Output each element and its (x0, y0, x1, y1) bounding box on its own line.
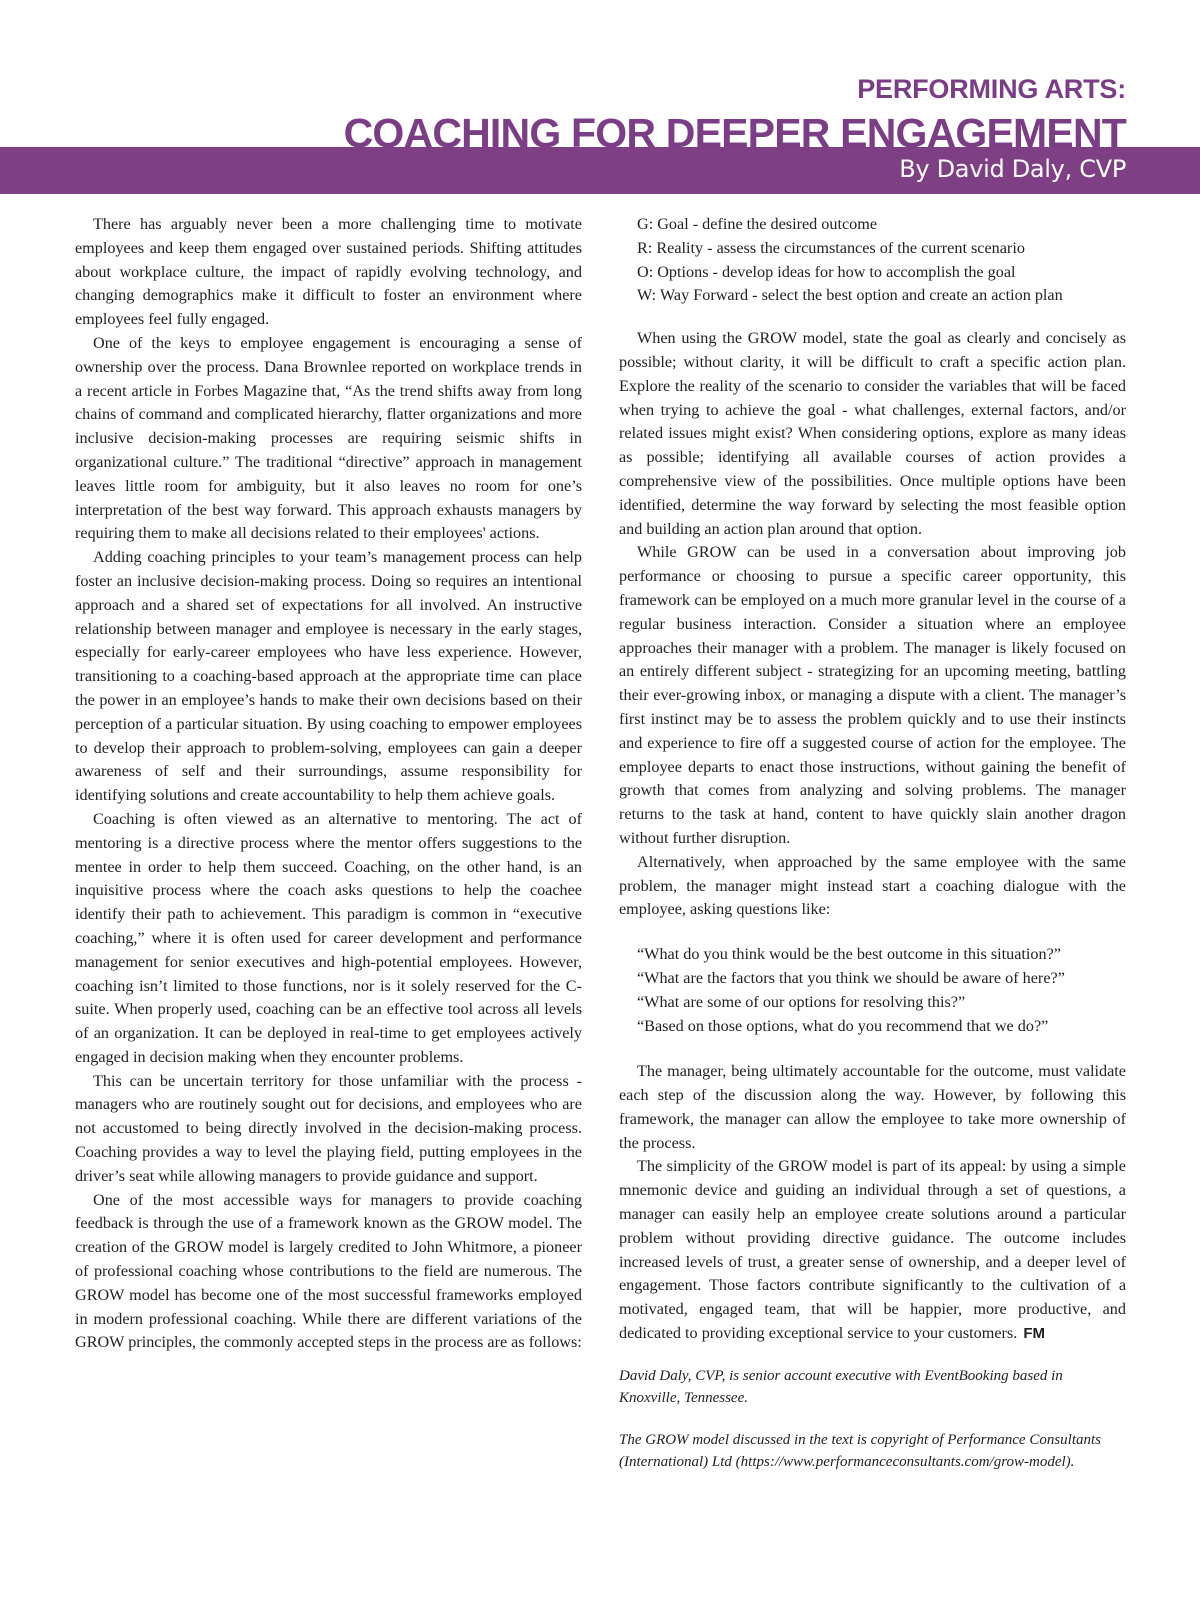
body-paragraph: Alternatively, when approached by the same employee with the same problem, the manager might instead start a coaching dialogue with the employee, asking questions like: (619, 852, 1126, 919)
right-column (619, 213, 1126, 1474)
coaching-questions-list (637, 943, 1126, 1038)
grow-steps-list (637, 213, 1126, 308)
body-paragraph: Coaching is often viewed as an alternative to mentoring. The act of mentoring is a directive process where the mentor offers suggestions to the mentee in order to help them succeed. Coaching, on the other hand, is an inquisitive process where the coach asks questions to help the coachee identify their path to achievement. This paradigm is common in “executive coaching,” where it is often used for career development and performance management for senior executives and high-potential employees. However, coaching isn’t limited to those functions, nor is it solely reserved for the C-suite. When properly used, coaching can be an effective tool across all levels of an organization. It can be deployed in real-time to get employees actively engaged in decision making when they encounter problems. (75, 809, 582, 1066)
body-paragraph: This can be uncertain territory for those unfamiliar with the process - managers who are routinely sought out for decisions, and employees who are not accustomed to being directly involved in the decision-making process. Coaching provides a way to level the playing field, putting employees in the driver’s seat while allowing managers to provide guidance and support. (75, 1071, 582, 1185)
copyright-note: The GROW model discussed in the text is copyright of Performance Consultants (International) Ltd (https://www.performanceconsultants.com/grow-model). (619, 1431, 1102, 1471)
article-byline: By David Daly, CVP (899, 155, 1126, 183)
coaching-question: “What are the factors that you think we should be aware of here?” (637, 968, 1065, 987)
grow-step: G: Goal - define the desired outcome (637, 215, 878, 233)
final-paragraph (619, 1155, 1126, 1345)
author-note: David Daly, CVP, is senior account executive with EventBooking based in Knoxville, Tennessee. (619, 1367, 1063, 1407)
grow-step: R: Reality - assess the circumstances of the current scenario (637, 238, 1025, 257)
body-paragraph: Adding coaching principles to your team’s management process can help foster an inclusive decision-making process. Doing so requires an intentional approach and a shared set of expectations for all involved. An instructive relationship between manager and employee is necessary in the early stages, especially for early-career employees who have less experience. However, transitioning to a coaching-based approach at the appropriate time can place the power in an employee’s hands to make their own decisions based on their perception of a particular situation. By using coaching to empower employees to develop their approach to problem-solving, employees can gain a deeper awareness of self and their surroundings, assume responsibility for identifying solutions and create accountability to help them achieve goals. (75, 548, 582, 805)
grow-step: O: Options - develop ideas for how to accomplish the goal (637, 262, 1016, 281)
body-paragraph: When using the GROW model, state the goal as clearly and concisely as possible; without clarity, it will be difficult to craft a specific action plan. Explore the reality of the scenario to consider the variables that will be faced when trying to achieve the goal - what challenges, external factors, and/or related issues might exist? When considering options, explore as many ideas as possible; identifying all available courses of action provides a comprehensive view of the possibilities. Once multiple options have been identified, determine the way forward by selecting the most feasible option and building an action plan around that option. (619, 329, 1126, 538)
coaching-question: “What are some of our options for resolving this?” (637, 992, 966, 1011)
final-paragraph-text: The simplicity of the GROW model is part of its appeal: by using a simple mnemonic device and guiding an individual through a set of questions, a manager can easily help an employee create solutions around a particular problem without providing directive guidance. The outcome includes increased levels of trust, a greater sense of ownership, and a deeper level of engagement. Those factors contribute significantly to the cultivation of a motivated, engaged team, that will be happier, more productive, and dedicated to providing exceptional service to your customers. (619, 1157, 1126, 1343)
body-paragraph: The manager, being ultimately accountable for the outcome, must validate each step of the discussion along the way. However, by following this framework, the manager can allow the employee to take more ownership of the process. (619, 1062, 1126, 1152)
body-paragraph: While GROW can be used in a conversation about improving job performance or choosing to pursue a specific career opportunity, this framework can be employed on a much more granular level in the course of a regular business interaction. Consider a situation where an employee approaches their manager with a problem. The manager is likely focused on an entirely different subject - strategizing for an upcoming meeting, battling their ever-growing inbox, or managing a dispute with a client. The manager’s first instinct may be to assess the problem quickly and to use their instincts and experience to fire off a suggested course of action for the employee. The employee departs to enact those instructions, without gaining the benefit of growth that comes from analyzing and solving problems. The manager returns to the task at hand, content to have quickly slain another dragon without further disruption. (619, 543, 1126, 847)
body-paragraph: One of the most accessible ways for managers to provide coaching feedback is through the use of a framework known as the GROW model. The creation of the GROW model is largely credited to John Whitmore, a pioneer of professional coaching whose contributions to the field are numerous. The GROW model has become one of the most successful frameworks employed in modern professional coaching. While there are different variations of the GROW principles, the commonly accepted steps in the process are as follows: (75, 1190, 582, 1352)
left-column (75, 213, 582, 1355)
coaching-question: “Based on those options, what do you recommend that we do?” (637, 1016, 1049, 1035)
coaching-question: “What do you think would be the best outcome in this situation?” (637, 945, 1061, 964)
body-paragraph: There has arguably never been a more challenging time to motivate employees and keep them engaged over sustained periods. Shifting attitudes about workplace culture, the impact of rapidly evolving technology, and changing demographics make it difficult to foster an environment where employees feel fully engaged. (75, 215, 582, 329)
article-title: COACHING FOR DEEPER ENGAGEMENT (343, 110, 1126, 156)
body-paragraph: One of the keys to employee engagement is encouraging a sense of ownership over the process. Dana Brownlee reported on workplace trends in a recent article in Forbes Magazine that, “As the trend shifts away from long chains of command and complicated hierarchy, flatter organizations and more inclusive decision-making processes are requiring seismic shifts in organizational culture.” The traditional “directive” approach in management leaves little room for ambiguity, but it also leaves no room for one’s interpretation of the best way forward. This approach exhausts managers by requiring them to make all decisions related to their employees' actions. (75, 333, 582, 543)
end-mark: FM (1023, 1325, 1045, 1343)
header-kicker: PERFORMING ARTS: (857, 74, 1126, 104)
grow-step: W: Way Forward - select the best option and create an action plan (637, 286, 1063, 305)
